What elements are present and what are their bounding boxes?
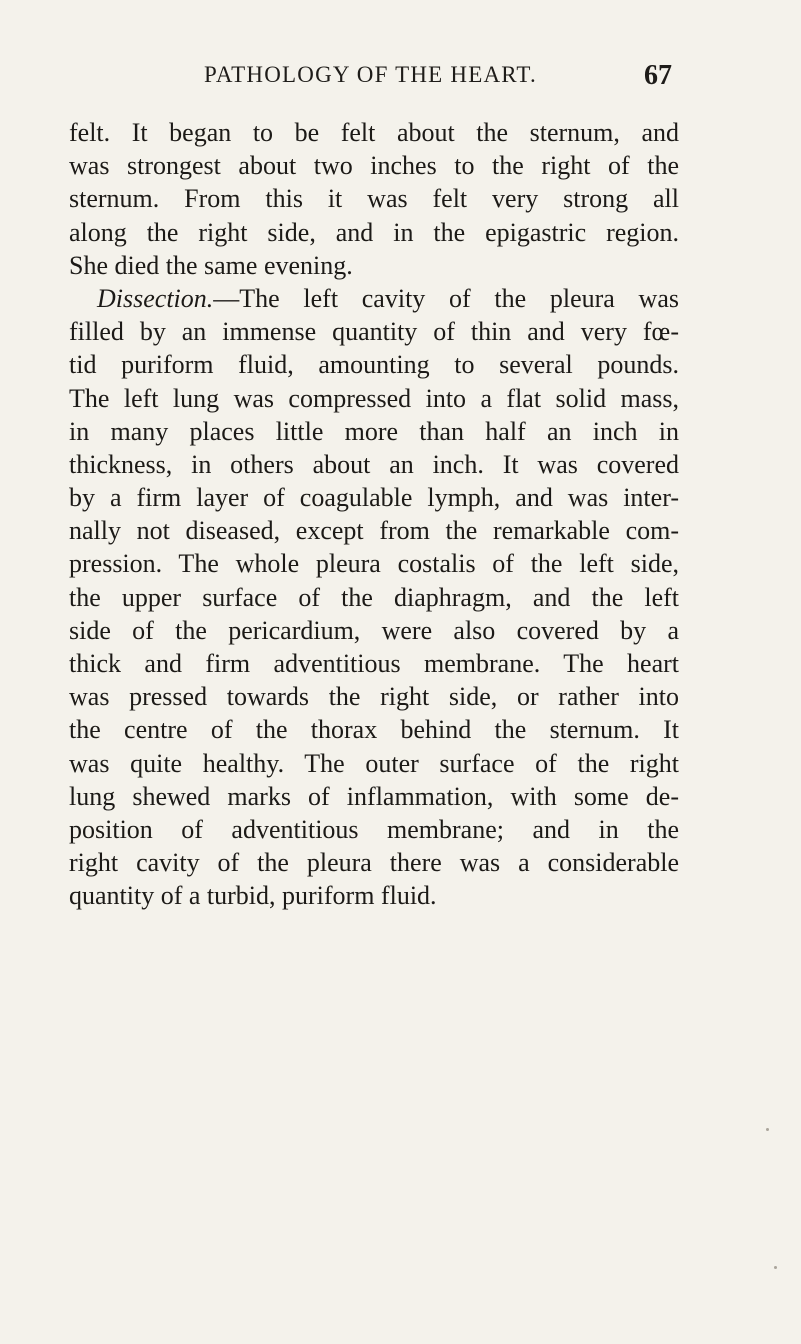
text-line: nally not diseased, except from the remarkable com- (69, 516, 679, 546)
running-head: PATHOLOGY OF THE HEART. (204, 62, 537, 87)
text-line: pression. The whole pleura costalis of the left side, (69, 549, 679, 579)
text-line: the upper surface of the diaphragm, and the left (69, 582, 679, 612)
paper-speck (766, 1128, 769, 1131)
text-line: filled by an immense quantity of thin and very fœ- (69, 317, 679, 347)
text-line: was pressed towards the right side, or rather into (69, 682, 679, 712)
text-line: was strongest about two inches to the right of the (69, 151, 679, 181)
paper-speck (774, 1266, 777, 1269)
text-line: in many places little more than half an inch in (69, 416, 679, 446)
text-line: right cavity of the pleura there was a considerable (69, 848, 679, 878)
text-line: The left lung was compressed into a flat solid mass, (69, 383, 679, 413)
text-line: position of adventitious membrane; and in the (69, 814, 679, 844)
text-line: thickness, in others about an inch. It was covered (69, 449, 679, 479)
text-line: side of the pericardium, were also covered by a (69, 615, 679, 645)
body-text (69, 116, 679, 913)
text-line: the centre of the thorax behind the sternum. It (69, 715, 679, 745)
text-line: sternum. From this it was felt very strong all (69, 184, 679, 214)
text-run: —The left cavity of the pleura was (213, 283, 679, 313)
text-line: quantity of a turbid, puriform fluid. (69, 881, 437, 911)
page-number: 67 (644, 60, 672, 91)
text-line (69, 282, 679, 315)
section-lead: Dissection. (97, 283, 214, 313)
text-line: thick and firm adventitious membrane. The heart (69, 649, 679, 678)
text-line: felt. It began to be felt about the sternum, and (69, 118, 679, 147)
text-line: by a firm layer of coagulable lymph, and was inter- (69, 483, 679, 513)
text-line: was quite healthy. The outer surface of the right (69, 748, 679, 778)
text-line: She died the same evening. (69, 250, 353, 280)
page-header (0, 62, 801, 102)
text-line: along the right side, and in the epigastric region. (69, 217, 679, 247)
text-line: lung shewed marks of inflammation, with some de- (69, 781, 679, 811)
text-line: tid puriform fluid, amounting to several pounds. (69, 350, 679, 380)
